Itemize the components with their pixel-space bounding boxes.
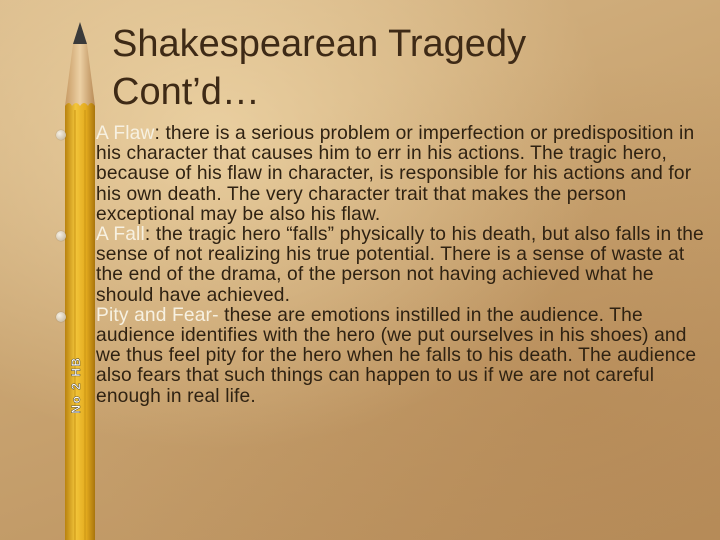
bullet-text: these are emotions instilled in the audience. The audience identifies with the hero (we put ourselves in his shoes) and we thus feel pity for the hero when he falls to his death. The audience also fears that such things can happen to us if we are not careful enough in real life. [96, 304, 697, 407]
bullet-term: A Flaw [96, 123, 155, 144]
bullet-item-flaw [56, 124, 716, 225]
slide-title: Shakespearean Tragedy Cont’d… [112, 23, 527, 113]
bullet-list [56, 124, 716, 407]
bullet-item-pity-and-fear [56, 306, 716, 407]
bullet-icon [56, 130, 66, 140]
bullet-term: Pity and Fear- [96, 304, 219, 326]
bullet-item-fall [56, 225, 716, 306]
bullet-icon [56, 312, 66, 322]
bullet-text: : there is a serious problem or imperfection or predisposition in his character that causes him to err in his actions. The tragic hero, because of his flaw in character, is responsible for his actions and for his own death. The very character trait that makes the person exceptional may be also his flaw. [96, 123, 695, 225]
pencil-label: No 2 HB [69, 356, 83, 414]
bullet-term: A Fall [96, 224, 145, 246]
bullet-text: : the tragic hero “falls” physically to his death, but also falls in the sense of not realizing his true potential. There is a sense of waste at the end of the drama, of the person not having achieved what he should have achieved. [96, 224, 704, 306]
bullet-icon [56, 231, 66, 241]
